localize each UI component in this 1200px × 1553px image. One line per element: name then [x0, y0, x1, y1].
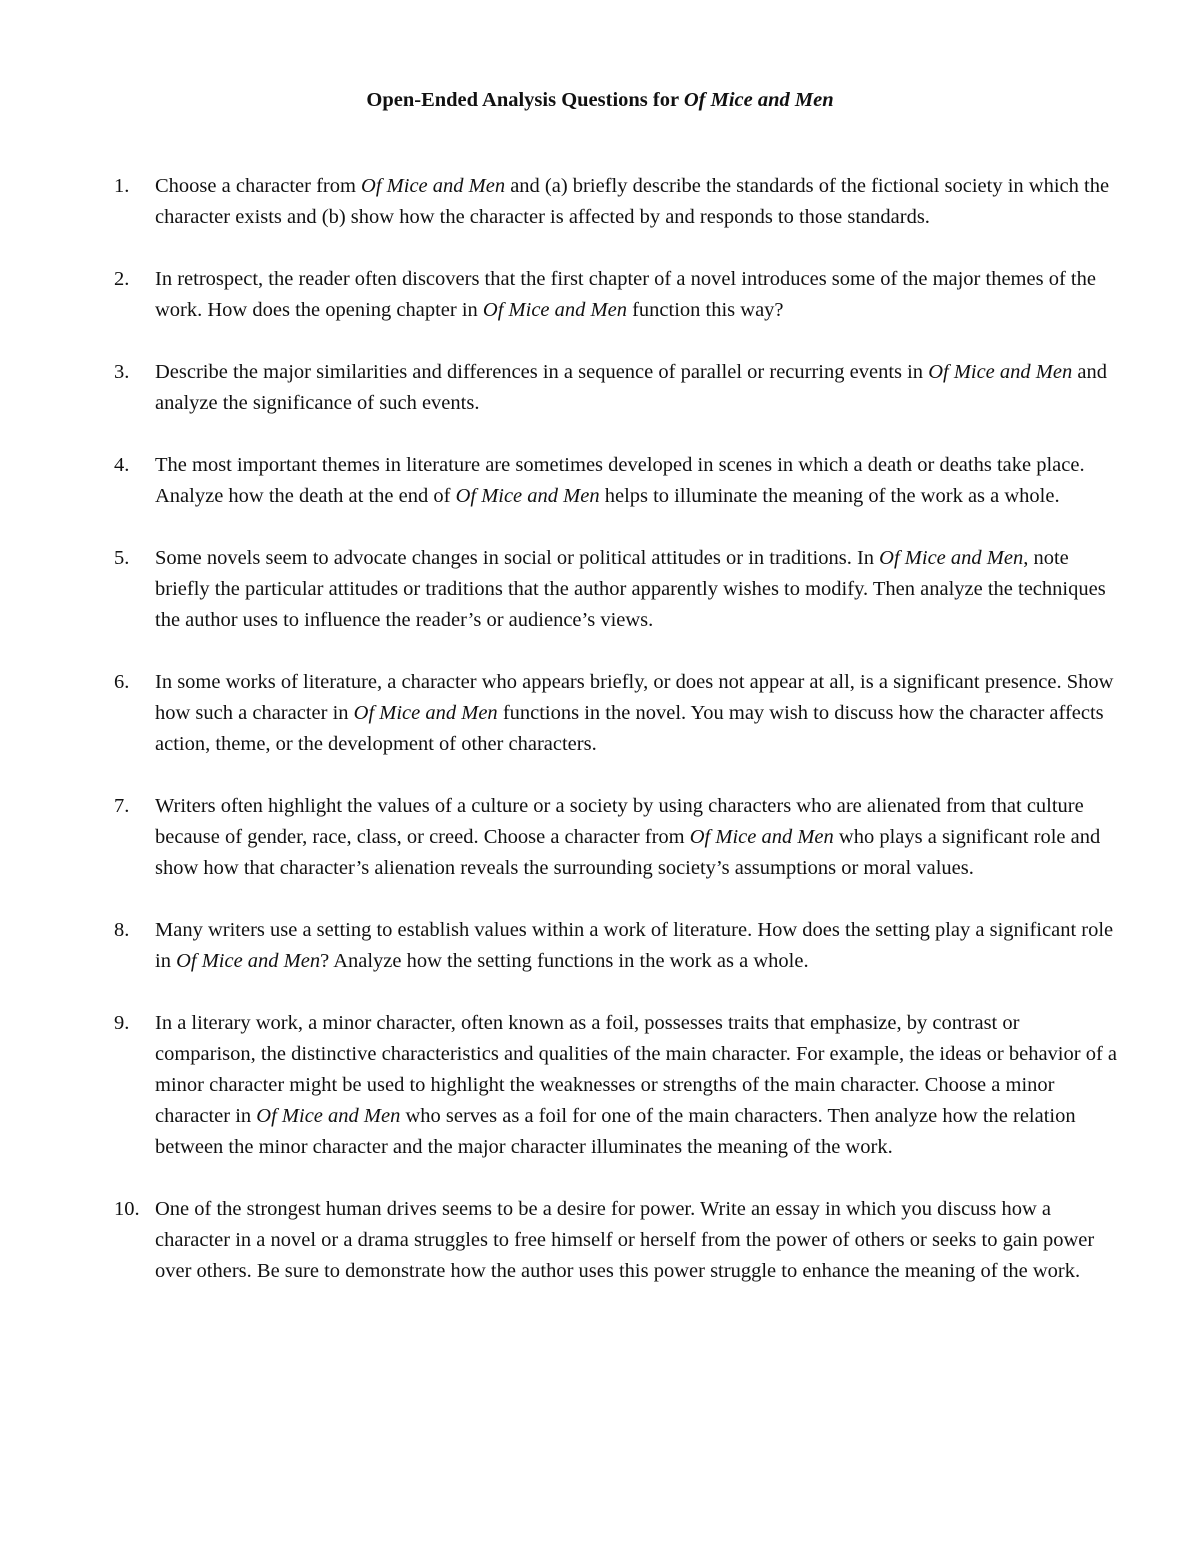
- title-work: Of Mice and Men: [683, 88, 834, 111]
- question-number: 7.: [114, 795, 130, 817]
- question-item: [114, 171, 1119, 233]
- question-text: [155, 671, 1113, 755]
- question-list: [114, 171, 1119, 1318]
- work-title-italic: Of Mice and Men: [689, 826, 834, 848]
- title-prefix: Open-Ended Analysis Questions for: [366, 88, 684, 111]
- question-text-segment: functions in the novel. You may wish to discuss how the character affects action, theme, or the development of other characters.: [155, 702, 1104, 755]
- question-text-segment: helps to illuminate the meaning of the work as a whole.: [599, 485, 1060, 507]
- work-title-italic: Of Mice and Men: [361, 175, 506, 197]
- question-item: [114, 1008, 1119, 1163]
- question-text: [155, 268, 1096, 321]
- question-text-segment: The most important themes in literature are sometimes developed in scenes in which a death or deaths take place. Analyze how the death at the end of: [155, 454, 1085, 507]
- question-text: [155, 1198, 1094, 1282]
- work-title-italic: Of Mice and Men: [482, 299, 627, 321]
- question-item: [114, 791, 1119, 884]
- question-text-segment: In retrospect, the reader often discovers that the first chapter of a novel introduces some of the major themes of the work. How does the opening chapter in: [155, 268, 1096, 321]
- question-number: 3.: [114, 361, 130, 383]
- work-title-italic: Of Mice and Men: [256, 1105, 401, 1127]
- question-item: [114, 1194, 1119, 1287]
- question-number: 6.: [114, 671, 130, 693]
- question-text-segment: In some works of literature, a character who appears briefly, or does not appear at all, is a significant presence. Show how such a character in: [155, 671, 1114, 724]
- work-title-italic: Of Mice and Men: [176, 950, 321, 972]
- work-title-italic: Of Mice and Men: [928, 361, 1073, 383]
- question-text-segment: In a literary work, a minor character, often known as a foil, possesses traits that emphasize, by contrast or comparison, the distinctive characteristics and qualities of the main character. For example, the ideas or behavior of a minor character might be used to highlight the weaknesses or strengths of the main character. Choose a minor character in: [155, 1012, 1118, 1127]
- question-text-segment: Describe the major similarities and differences in a sequence of parallel or recurring events in: [155, 361, 929, 383]
- question-number: 2.: [114, 268, 130, 290]
- question-number: 1.: [114, 175, 130, 197]
- work-title-italic: Of Mice and Men: [879, 547, 1024, 569]
- question-item: [114, 667, 1119, 760]
- question-number: 4.: [114, 454, 130, 476]
- question-number: 5.: [114, 547, 130, 569]
- question-text: [155, 361, 1107, 414]
- question-item: [114, 450, 1119, 512]
- question-item: [114, 543, 1119, 636]
- question-text: [155, 454, 1085, 507]
- question-text-segment: Writers often highlight the values of a culture or a society by using characters who are alienated from that culture because of gender, race, class, or creed. Choose a character from: [155, 795, 1084, 848]
- question-text-segment: ? Analyze how the setting functions in the work as a whole.: [320, 950, 809, 972]
- question-text-segment: and analyze the significance of such events.: [155, 361, 1107, 414]
- question-text-segment: function this way?: [626, 299, 784, 321]
- question-text-segment: who serves as a foil for one of the main characters. Then analyze how the relation between the minor character and the major character illuminates the meaning of the work.: [155, 1105, 1076, 1158]
- document-title: [0, 86, 1200, 114]
- question-item: [114, 357, 1119, 419]
- question-text: [155, 1012, 1117, 1158]
- question-text-segment: , note briefly the particular attitudes or traditions that the author apparently wishes to modify. Then analyze the techniques the author uses to influence the reader’s or audience’s views.: [155, 547, 1106, 631]
- question-text-segment: and (a) briefly describe the standards of the fictional society in which the character exists and (b) show how the character is affected by and responds to those standards.: [155, 175, 1110, 228]
- question-text-segment: One of the strongest human drives seems to be a desire for power. Write an essay in which you discuss how a character in a novel or a drama struggles to free himself or herself from the power of others or seeks to gain power over others. Be sure to demonstrate how the author uses this power struggle to enhance the meaning of the work.: [155, 1198, 1095, 1282]
- question-item: [114, 915, 1119, 977]
- question-number: 9.: [114, 1012, 130, 1034]
- question-item: [114, 264, 1119, 326]
- question-text-segment: who plays a significant role and show how that character’s alienation reveals the surrounding society’s assumptions or moral values.: [155, 826, 1101, 879]
- question-text: [155, 175, 1109, 228]
- work-title-italic: Of Mice and Men: [455, 485, 600, 507]
- question-text: [155, 919, 1113, 972]
- question-number: 8.: [114, 919, 130, 941]
- question-text: [155, 547, 1106, 631]
- question-text: [155, 795, 1100, 879]
- question-text-segment: Some novels seem to advocate changes in social or political attitudes or in traditions. In: [155, 547, 880, 569]
- question-text-segment: Choose a character from: [155, 175, 362, 197]
- work-title-italic: Of Mice and Men: [353, 702, 498, 724]
- question-text-segment: Many writers use a setting to establish values within a work of literature. How does the setting play a significant role in: [155, 919, 1114, 972]
- question-number: 10.: [114, 1198, 140, 1220]
